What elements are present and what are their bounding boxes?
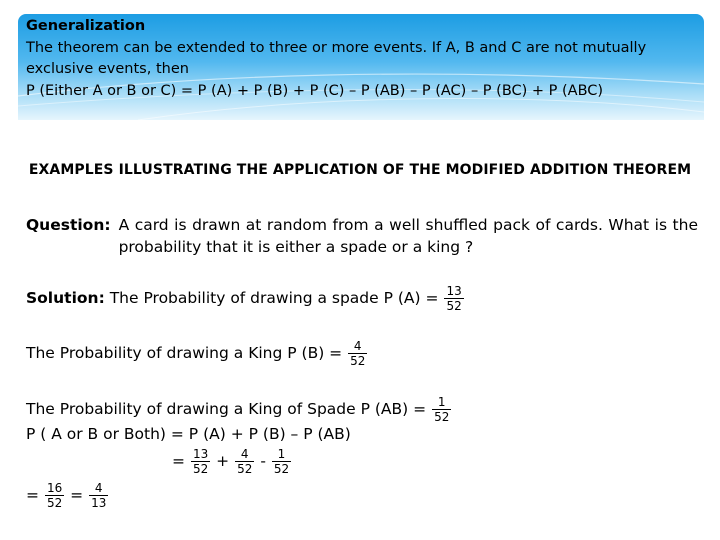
king-denominator: 52 xyxy=(350,354,366,368)
sum-op-2: - xyxy=(260,452,266,470)
question-label: Question: xyxy=(26,216,111,234)
spade-numerator: 13 xyxy=(446,284,462,298)
result-2-denominator: 13 xyxy=(91,496,107,510)
spade-denominator: 52 xyxy=(446,299,462,313)
generalization-line-2: exclusive events, then xyxy=(26,61,189,77)
king-spade-text: The Probability of drawing a King of Spade P (AB) = xyxy=(26,400,427,418)
result-equals-2: = xyxy=(70,486,84,504)
solution-spade-line xyxy=(26,284,465,313)
result-fraction-1 xyxy=(45,481,64,510)
king-text: The Probability of drawing a King P (B) = xyxy=(26,344,343,362)
sum-term-1-numerator: 13 xyxy=(192,447,209,461)
sum-term-3-denominator: 52 xyxy=(273,462,290,476)
sum-op-1: + xyxy=(216,452,230,470)
sum-term-1-denominator: 52 xyxy=(192,462,209,476)
result-1-numerator: 16 xyxy=(46,481,63,495)
sum-term-3 xyxy=(272,447,291,476)
sum-term-3-numerator: 1 xyxy=(277,447,286,461)
king-spade-fraction xyxy=(432,395,451,424)
sum-term-2 xyxy=(235,447,254,476)
king-fraction xyxy=(348,339,367,368)
sum-term-2-numerator: 4 xyxy=(240,447,249,461)
generalization-heading: Generalization xyxy=(26,18,146,34)
generalization-section xyxy=(26,16,696,102)
sum-term-1 xyxy=(191,447,210,476)
spade-text: The Probability of drawing a spade P (A) = xyxy=(109,289,439,307)
generalization-formula: P (Either A or B or C) = P (A) + P (B) + P (C) – P (AB) – P (AC) – P (BC) + P (ABC) xyxy=(26,82,604,99)
sum-line xyxy=(172,447,292,476)
result-fraction-2 xyxy=(89,481,108,510)
king-numerator: 4 xyxy=(353,339,362,353)
king-spade-line xyxy=(26,395,452,424)
result-2-numerator: 4 xyxy=(94,481,103,495)
result-line xyxy=(26,481,109,510)
question-block xyxy=(26,214,698,258)
either-line: P ( A or B or Both) = P (A) + P (B) – P (AB) xyxy=(26,425,351,443)
examples-title: EXAMPLES ILLUSTRATING THE APPLICATION OF THE MODIFIED ADDITION THEOREM xyxy=(28,162,692,178)
question-text: A card is drawn at random from a well shuffled pack of cards. What is the probability that it is either a spade or a king ? xyxy=(118,216,698,256)
question-table xyxy=(26,214,698,258)
king-spade-denominator: 52 xyxy=(434,410,450,424)
king-spade-numerator: 1 xyxy=(437,395,446,409)
solution-label: Solution: xyxy=(26,289,105,307)
sum-term-2-denominator: 52 xyxy=(237,462,253,476)
spade-fraction xyxy=(444,284,463,313)
result-1-denominator: 52 xyxy=(46,496,63,510)
result-equals-1: = xyxy=(26,486,39,504)
sum-equals: = xyxy=(172,452,185,470)
king-line xyxy=(26,339,368,368)
generalization-line-1: The theorem can be extended to three or more events. If A, B and C are not mutually xyxy=(26,39,647,56)
